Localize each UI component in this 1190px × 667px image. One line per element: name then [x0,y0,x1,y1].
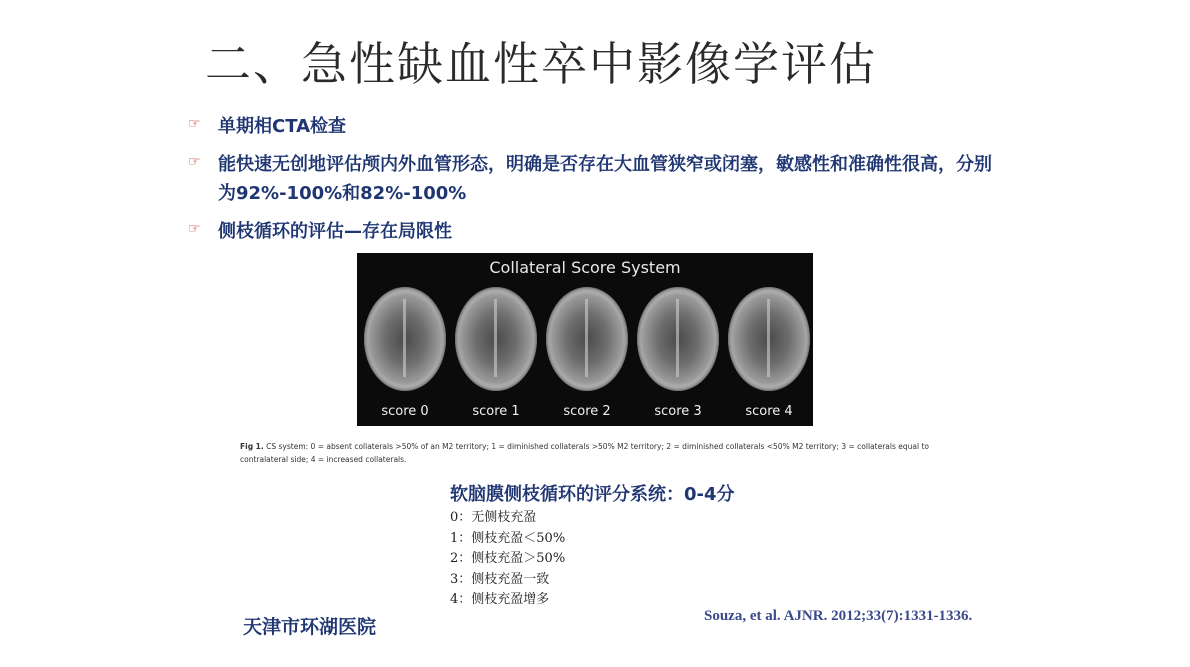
bullet-text: 单期相CTA检查 [218,116,347,137]
bullet-text: 侧枝循环的评估—存在局限性 [218,221,452,242]
pointing-hand-icon: ☞ [188,221,201,237]
pointing-hand-icon: ☞ [188,154,201,170]
scan-label: score 4 [745,404,793,419]
bullet-list [188,112,1008,255]
citation: Souza, et al. AJNR. 2012;33(7):1331-1336. [704,608,973,624]
score-item: 1：侧枝充盈＜50% [450,530,566,546]
scan-label: score 0 [381,404,429,419]
score-item: 0：无侧枝充盈 [450,510,537,525]
bullet-item [188,150,1008,208]
bullet-item [188,217,1008,246]
scoring-title: 软脑膜侧枝循环的评分系统：0-4分 [450,484,735,505]
caption-text: CS system: 0 = absent collaterals >50% of an M2 territory; 1 = diminished collaterals >50% M2 territory; 2 = diminished collaterals <50% M2 territory; 3 = collaterals equal to contralateral side; 4 = increased collaterals. [240,442,929,464]
scan-label: score 2 [563,404,611,419]
scan-label: score 3 [654,404,702,419]
score-item: 4：侧枝充盈增多 [450,592,550,607]
brain-scan-image [455,287,537,391]
pointing-hand-icon: ☞ [188,116,201,132]
brain-scan-image [546,287,628,391]
brain-scan-image [728,287,810,391]
figure-caption [240,440,960,466]
bullet-text: 能快速无创地评估颅内外血管形态，明确是否存在大血管狭窄或闭塞，敏感性和准确性很高，分别为92%-100%和82%-100% [218,154,992,204]
caption-lead: Fig 1. [240,442,264,451]
hospital-name: 天津市环湖医院 [243,616,377,638]
bullet-item [188,112,1008,141]
brain-scan-image [364,287,446,391]
slide-title: 二、急性缺血性卒中影像学评估 [205,37,877,91]
brain-scan-image [637,287,719,391]
score-item: 2：侧枝充盈＞50% [450,551,566,566]
figure-title: Collateral Score System [489,258,681,277]
score-item: 3：侧枝充盈一致 [450,571,550,587]
ct-figure [357,253,813,426]
scan-label: score 1 [472,404,520,419]
scoring-system [450,482,735,611]
